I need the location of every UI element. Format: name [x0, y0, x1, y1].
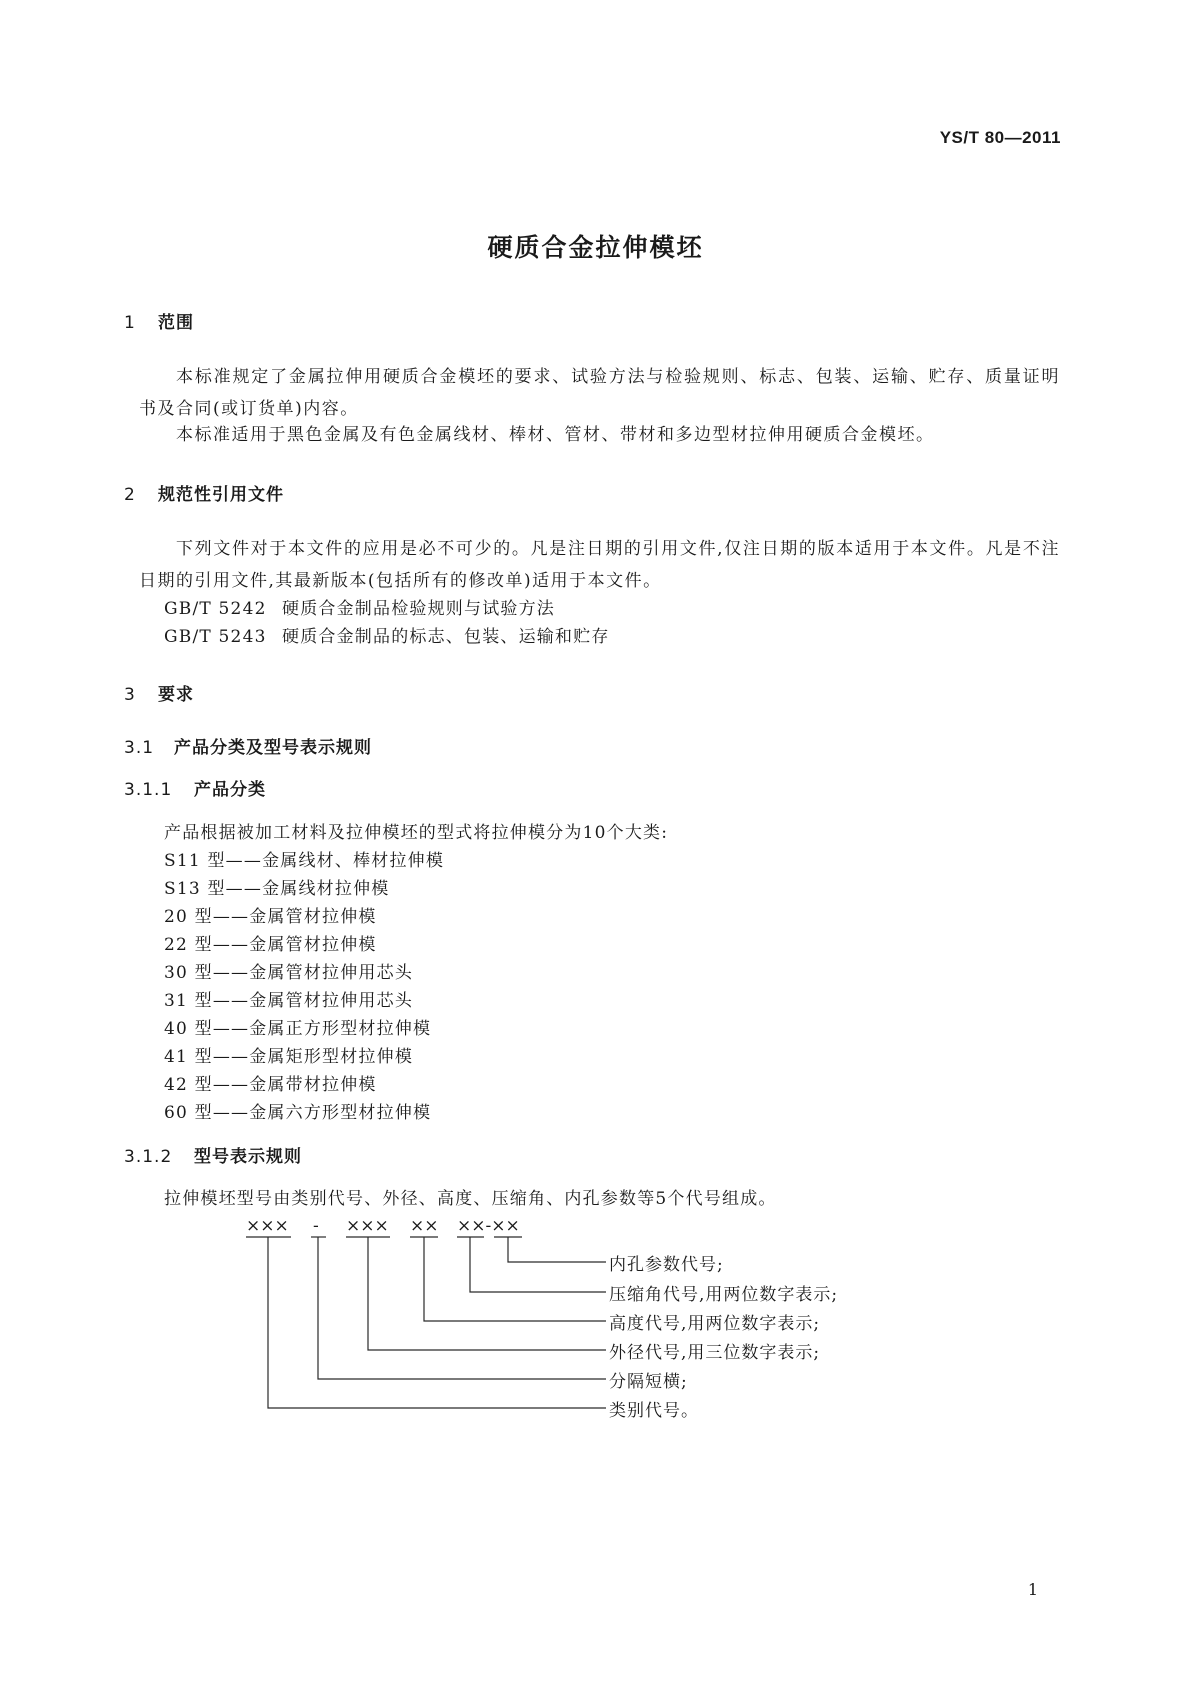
document-code: YS/T 80—2011: [939, 128, 1061, 147]
reference-title: 硬质合金制品的标志、包装、运输和贮存: [282, 627, 610, 647]
label-compression-angle-code: 压缩角代号,用两位数字表示;: [609, 1285, 839, 1305]
section-number: 3.1.2: [124, 1147, 173, 1167]
section-2-paragraph: 下列文件对于本文件的应用是必不可少的。凡是注日期的引用文件,仅注日期的版本适用于本文件。凡是不注日期的引用文件,其最新版本(包括所有的修改单)适用于本文件。: [139, 539, 1060, 591]
section-title: 规范性引用文件: [158, 485, 284, 505]
code-part-height: ××: [410, 1216, 439, 1236]
section-title: 要求: [158, 685, 194, 705]
classification-intro: 产品根据被加工材料及拉伸模坯的型式将拉伸模分为10个大类:: [164, 823, 669, 843]
section-title: 型号表示规则: [194, 1147, 302, 1167]
reference-code: GB/T 5243: [164, 627, 267, 647]
section-title: 产品分类及型号表示规则: [174, 738, 372, 758]
section-number: 3.1.1: [124, 780, 173, 800]
section-title: 范围: [158, 313, 194, 333]
section-number: 3: [124, 685, 136, 705]
section-1-paragraph-2: 本标准适用于黑色金属及有色金属线材、棒材、管材、带材和多边型材拉伸用硬质合金模坯。: [176, 425, 935, 445]
classification-item: S13 型——金属线材拉伸模: [164, 879, 390, 899]
reference-title: 硬质合金制品检验规则与试验方法: [282, 599, 555, 619]
label-separator: 分隔短横;: [609, 1372, 688, 1392]
code-part-outer-diameter: ×××: [346, 1216, 389, 1236]
page-number: 1: [1027, 1580, 1038, 1599]
section-title: 产品分类: [194, 780, 266, 800]
classification-item: 42 型——金属带材拉伸模: [164, 1075, 377, 1095]
label-category-code: 类别代号。: [609, 1401, 699, 1421]
leader-line: [268, 1237, 606, 1408]
code-part-angle-hole: ××-××: [457, 1216, 520, 1236]
label-height-code: 高度代号,用两位数字表示;: [609, 1314, 821, 1334]
leader-line: [508, 1237, 606, 1262]
classification-item: 31 型——金属管材拉伸用芯头: [164, 991, 414, 1011]
reference-code: GB/T 5242: [164, 599, 267, 619]
classification-item: 40 型——金属正方形型材拉伸模: [164, 1019, 432, 1039]
leader-line: [318, 1237, 606, 1379]
leader-line: [368, 1237, 606, 1350]
section-number: 2: [124, 485, 136, 505]
code-part-category: ×××: [246, 1216, 289, 1236]
classification-item: 60 型——金属六方形型材拉伸模: [164, 1103, 432, 1123]
section-1-paragraph-1: 本标准规定了金属拉伸用硬质合金模坯的要求、试验方法与检验规则、标志、包装、运输、贮存、质量证明书及合同(或订货单)内容。: [139, 367, 1060, 419]
leader-line: [424, 1237, 606, 1321]
label-outer-diameter-code: 外径代号,用三位数字表示;: [609, 1343, 821, 1363]
classification-item: 20 型——金属管材拉伸模: [164, 907, 377, 927]
classification-item: S11 型——金属线材、棒材拉伸模: [164, 851, 445, 871]
document-title: 硬质合金拉伸模坯: [487, 233, 704, 262]
section-number: 3.1: [124, 738, 155, 758]
classification-item: 22 型——金属管材拉伸模: [164, 935, 377, 955]
section-number: 1: [124, 313, 136, 333]
classification-item: 41 型——金属矩形型材拉伸模: [164, 1047, 414, 1067]
model-rule-intro: 拉伸模坯型号由类别代号、外径、高度、压缩角、内孔参数等5个代号组成。: [164, 1189, 777, 1209]
leader-line: [470, 1237, 606, 1292]
code-part-separator: -: [313, 1216, 319, 1236]
classification-item: 30 型——金属管材拉伸用芯头: [164, 963, 414, 983]
label-inner-hole-code: 内孔参数代号;: [609, 1255, 724, 1275]
